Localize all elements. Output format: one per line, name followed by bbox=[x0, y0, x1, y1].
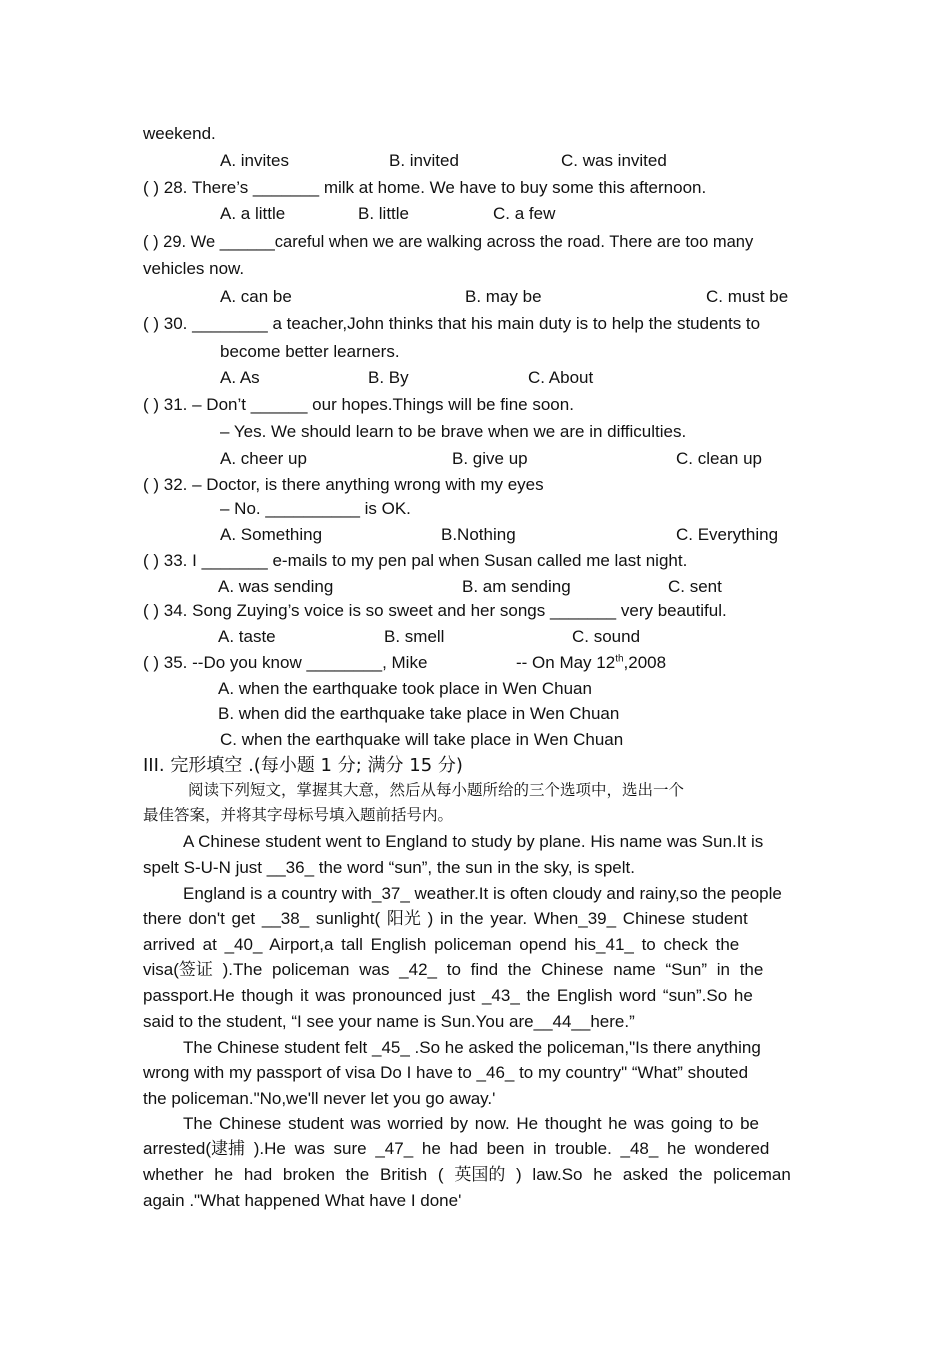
q35-answer-year: ,2008 bbox=[623, 653, 667, 672]
carry-over-text: weekend. bbox=[143, 124, 216, 143]
passage-line: England is a country with_37_ weather.It is often cloudy and rainy,so the people bbox=[183, 884, 782, 903]
q30-stem-continued: become better learners. bbox=[220, 342, 400, 361]
passage-line: arrived at _40_ Airport,a tall English policeman opend his_41_ to check the bbox=[143, 935, 740, 954]
q33-option-b: B. am sending bbox=[462, 577, 571, 596]
passage-line: The Chinese student was worried by now. He thought he was going to be bbox=[183, 1114, 760, 1133]
q31-stem: ( ) 31. – Don’t ______ our hopes.Things will be fine soon. bbox=[143, 395, 574, 414]
q32-response: – No. __________ is OK. bbox=[220, 499, 411, 518]
q31-option-b: B. give up bbox=[452, 449, 528, 468]
passage-line: The Chinese student felt _45_ .So he asked the policeman,"Is there anything bbox=[183, 1038, 761, 1057]
q30-option-b: B. By bbox=[368, 368, 409, 387]
q28-option-a: A. a little bbox=[220, 204, 286, 223]
q30-option-a: A. As bbox=[220, 368, 260, 387]
q30-stem: ( ) 30. ________ a teacher,John thinks that his main duty is to help the students to bbox=[143, 314, 761, 333]
q35-stem: ( ) 35. --Do you know ________, Mike bbox=[143, 653, 428, 672]
q35-option-c: C. when the earthquake will take place in Wen Chuan bbox=[220, 730, 624, 749]
q27-option-a: A. invites bbox=[220, 151, 289, 170]
passage-line: A Chinese student went to England to study by plane. His name was Sun.It is bbox=[183, 832, 764, 851]
q29-option-a: A. can be bbox=[220, 287, 292, 306]
q33-option-a: A. was sending bbox=[218, 577, 334, 596]
passage-line: arrested(逮捕 ).He was sure _47_ he had been in trouble. _48_ he wondered bbox=[143, 1139, 770, 1158]
passage-line: visa(签证 ).The policeman was _42_ to find the Chinese name “Sun” in the bbox=[143, 960, 764, 979]
section-heading: III. 完形填空 .(每小题 1 分; 满分 15 分) bbox=[143, 755, 463, 776]
q31-response: – Yes. We should learn to be brave when we are in difficulties. bbox=[220, 422, 687, 441]
q32-option-a: A. Something bbox=[220, 525, 323, 544]
passage-line: wrong with my passport of visa Do I have to _46_ to my country" “What” shouted bbox=[143, 1063, 749, 1082]
q33-stem: ( ) 33. I _______ e-mails to my pen pal when Susan called me last night. bbox=[143, 551, 688, 570]
q28-option-c: C. a few bbox=[493, 204, 556, 223]
q35-option-b: B. when did the earthquake take place in Wen Chuan bbox=[218, 704, 620, 723]
passage-line: the policeman."No,we'll never let you go away.' bbox=[143, 1089, 496, 1108]
q34-option-b: B. smell bbox=[384, 627, 445, 646]
q28-option-b: B. little bbox=[358, 204, 410, 223]
passage-line: said to the student, “I see your name is Sun.You are__44__here.” bbox=[143, 1012, 635, 1031]
q32-option-b: B.Nothing bbox=[441, 525, 516, 544]
passage-line: spelt S-U-N just __36_ the word “sun”, the sun in the sky, is spelt. bbox=[143, 858, 635, 877]
passage-line: again ."What happened What have I done' bbox=[143, 1191, 462, 1210]
q35-answer-date: -- On May 12 bbox=[516, 653, 616, 672]
q27-option-c: C. was invited bbox=[561, 151, 667, 170]
section-instruction: 阅读下列短文，掌握其大意，然后从每小题所给的三个选项中，选出一个 bbox=[188, 781, 685, 799]
q35-option-a: A. when the earthquake took place in Wen Chuan bbox=[218, 679, 592, 698]
q31-option-a: A. cheer up bbox=[220, 449, 307, 468]
q34-option-a: A. taste bbox=[218, 627, 276, 646]
passage-line: there don't get __38_ sunlight( 阳光 ) in the year. When_39_ Chinese student bbox=[143, 909, 748, 928]
q35-answer-ordinal: th bbox=[615, 653, 624, 665]
q31-option-c: C. clean up bbox=[676, 449, 762, 468]
q32-stem: ( ) 32. – Doctor, is there anything wrong with my eyes bbox=[143, 475, 544, 494]
section-instruction-continued: 最佳答案，并将其字母标号填入题前括号内。 bbox=[143, 806, 454, 824]
q30-option-c: C. About bbox=[528, 368, 594, 387]
q29-option-c: C. must be bbox=[706, 287, 789, 306]
passage-line: whether he had broken the British ( 英国的 ) law.So he asked the policeman bbox=[143, 1165, 791, 1184]
passage-line: passport.He though it was pronounced just _43_ the English word “sun”.So he bbox=[143, 986, 753, 1005]
q34-option-c: C. sound bbox=[572, 627, 641, 646]
q32-option-c: C. Everything bbox=[676, 525, 779, 544]
q34-stem: ( ) 34. Song Zuying’s voice is so sweet and her songs _______ very beautiful. bbox=[143, 601, 727, 620]
q35-answer bbox=[516, 652, 666, 674]
q28-stem: ( ) 28. There’s _______ milk at home. We have to buy some this afternoon. bbox=[143, 178, 707, 197]
q33-option-c: C. sent bbox=[668, 577, 722, 596]
q29-stem-continued: vehicles now. bbox=[143, 259, 245, 278]
q29-stem: ( ) 29. We ______careful when we are walking across the road. There are too many bbox=[143, 233, 754, 251]
q29-option-b: B. may be bbox=[465, 287, 542, 306]
q27-option-b: B. invited bbox=[389, 151, 459, 170]
